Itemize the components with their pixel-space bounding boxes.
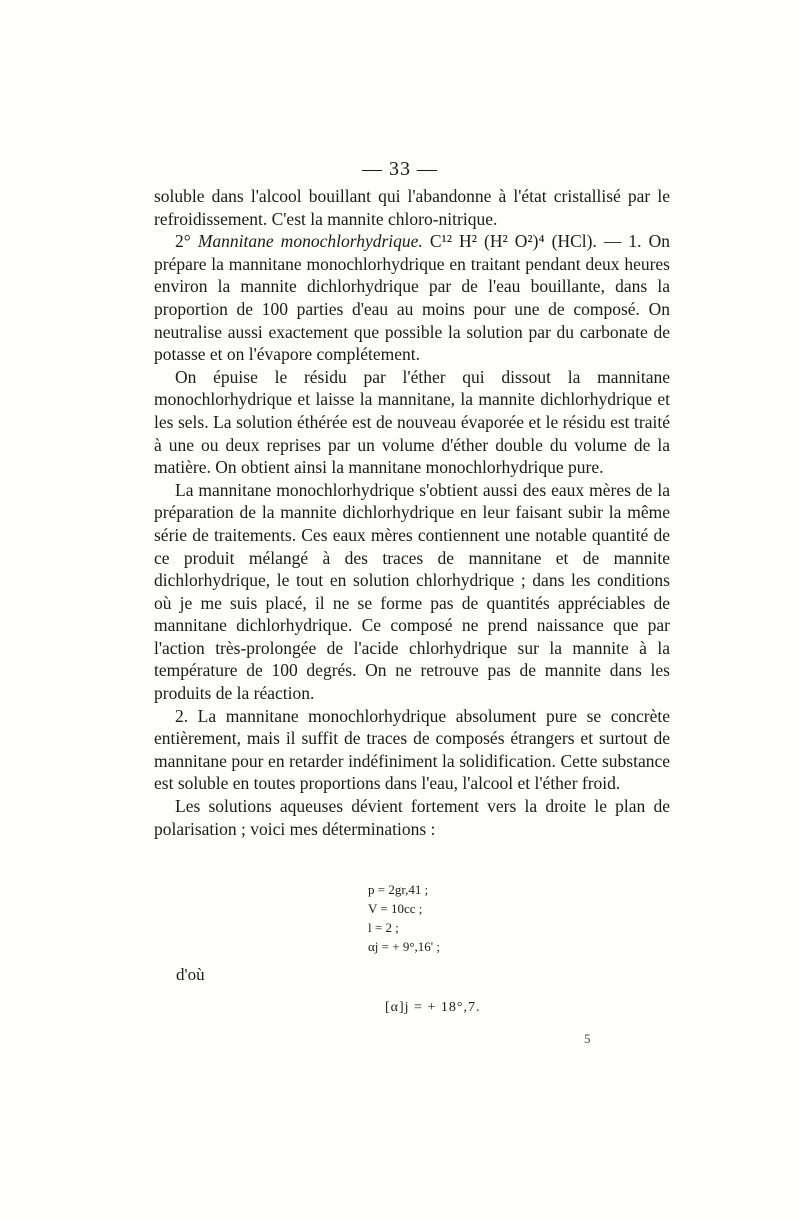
paragraph-5: 2. La mannitane monochlorhydrique absolument pure se concrète entièrement, mais il suffit de traces de composés étrangers et surtout de mannitane pour en retarder indéfiniment la solidification. Cette substance est soluble en toutes proportions dans l'eau, l'alcool et l'éther froid.: [154, 705, 670, 794]
formula-line-v: V = 10cc ;: [368, 901, 423, 916]
section-title: Mannitane monochlorhydrique.: [197, 231, 423, 252]
paragraph-2: [154, 230, 670, 366]
paragraph-6: Les solutions aqueuses dévient fortement vers la droite le plan de polarisation ; voici mes déterminations :: [154, 796, 670, 839]
section-number: 2°: [175, 231, 198, 252]
paragraph-2-text: C¹² H² (H² O²)⁴ (HCl). — 1. On prépare la mannitane monochlorhydrique en traitant pendant deux heures environ la mannite dichlorhydrique par de l'eau bouillante, dans la proportion de 100 parties d'eau au moins pour une de composé. On neutralise aussi exactement que possible la solution par du carbonate de potasse et on l'évapore complétement.: [154, 231, 670, 365]
sheet-signature-mark: 5: [584, 1031, 591, 1046]
page-number: — 33 —: [362, 158, 438, 180]
formula-line-p: p = 2gr,41 ;: [368, 882, 429, 897]
rotatory-power-result: [α]j = + 18°,7.: [385, 1000, 481, 1015]
formula-line-alpha: αj = + 9°,16' ;: [368, 939, 440, 954]
paragraph-1: soluble dans l'alcool bouillant qui l'abandonne à l'état cristallisé par le refroidissement. C'est la mannite chloro-nitrique.: [154, 186, 670, 229]
paragraph-4: La mannitane monochlorhydrique s'obtient aussi des eaux mères de la préparation de la mannite dichlorhydrique en leur faisant subir la même série de traitements. Ces eaux mères contiennent une notable quantité de ce produit mélangé à des traces de mannitane et de mannite dichlorhydrique, le tout en solution chlorhydrique ; dans les conditions où je me suis placé, il ne se forme pas de quantités appréciables de mannitane dichlorhydrique. Ce composé ne prend naissance que par l'action très-prolongée de l'acide chlorhydrique sur la mannite à la température de 100 degrés. On ne retrouve pas de mannite dans les produits de la réaction.: [154, 479, 670, 704]
body-text: [154, 185, 670, 840]
paragraph-3: On épuise le résidu par l'éther qui dissout la mannitane monochlorhydrique et laisse la mannitane, la mannite dichlorhydrique et les sels. La solution éthérée est de nouveau évaporée et le résidu est traité à une ou deux reprises par un volume d'éther double du volume de la matière. On obtient ainsi la mannitane monochlorhydrique pure.: [154, 366, 670, 478]
formula-line-l: l = 2 ;: [368, 920, 399, 935]
formula-connector: d'où: [176, 965, 205, 984]
